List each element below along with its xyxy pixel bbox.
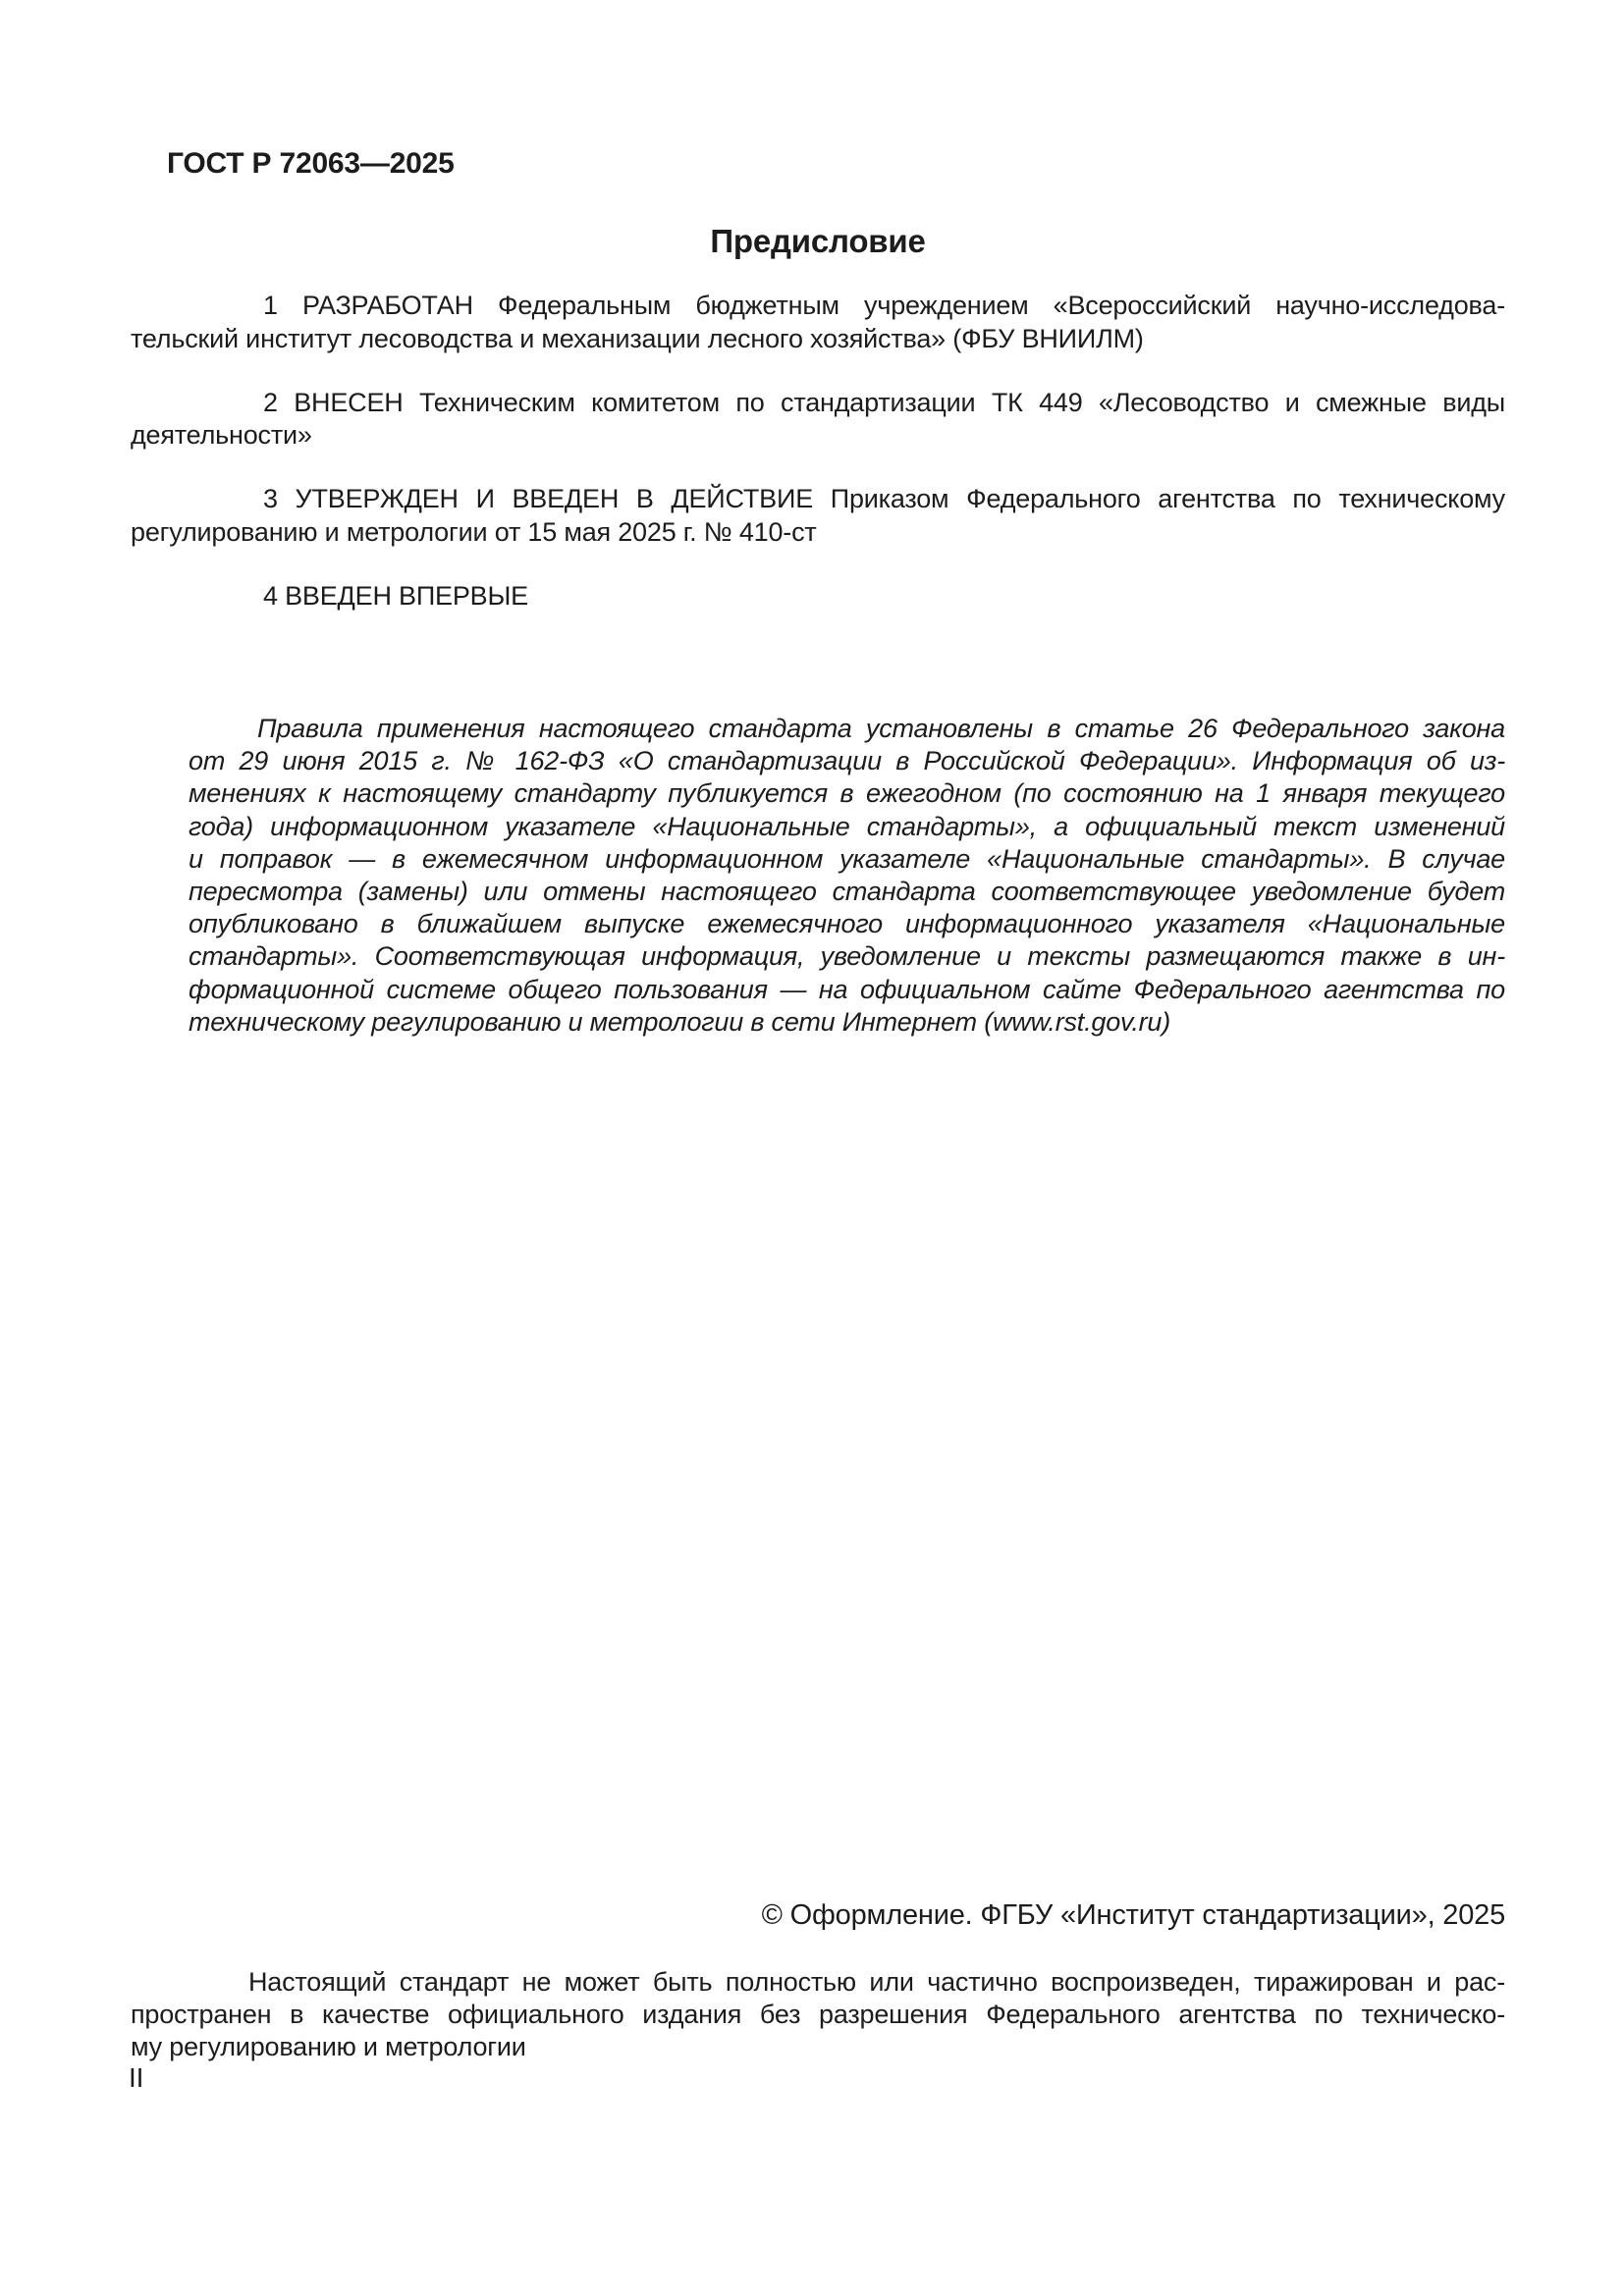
reproduction-restriction-notice — [131, 1966, 1505, 2063]
text-line: от 29 июня 2015 г. № 162-ФЗ «О стандартизации в Российской Федерации». Информация об из- — [189, 746, 1505, 776]
text-line: регулированию и метрологии от 15 мая 2025 г. № 410-ст — [131, 516, 817, 547]
section-title: Предисловие — [710, 223, 926, 259]
text-line: пересмотра (замены) или отмены настоящего стандарта соответствующее уведомление будет — [189, 876, 1505, 906]
text-line: Правила применения настоящего стандарта установлены в статье 26 Федерального закона — [257, 714, 1505, 743]
foreword-item-approved — [131, 483, 1505, 549]
text-line: техническому регулированию и метрологии в сети Интернет (www.rst.gov.ru) — [189, 1006, 1171, 1037]
foreword-item-submitted — [131, 387, 1505, 453]
text-line: деятельности» — [131, 420, 312, 450]
text-line: 4 ВВЕДЕН ВПЕРВЫЕ — [263, 580, 528, 611]
application-rules-notice — [189, 713, 1505, 1039]
page-number: II — [129, 2062, 144, 2093]
text-line: опубликовано в ближайшем выпуске ежемесячного информационного указателя «Национальные — [189, 909, 1505, 939]
copyright-line: © Оформление. ФГБУ «Институт стандартизации», 2025 — [761, 1899, 1505, 1931]
text-line: Настоящий стандарт не может быть полностью или частично воспроизведен, тиражирован и рас- — [248, 1967, 1505, 1997]
foreword-item-first-edition — [131, 580, 1505, 614]
foreword-item-developed — [131, 290, 1505, 355]
text-line: тельский институт лесоводства и механизации лесного хозяйства» (ФБУ ВНИИЛМ) — [131, 323, 1144, 353]
text-line: пространен в качестве официального издания без разрешения Федерального агентства по техническо- — [131, 2000, 1505, 2029]
text-line: формационной системе общего пользования — на официальном сайте Федерального агентства по — [189, 974, 1505, 1004]
text-line: 1 РАЗРАБОТАН Федеральным бюджетным учреждением «Всероссийский научно-исследова- — [263, 291, 1505, 320]
text-line: года) информационном указателе «Национальные стандарты», а официальный текст изменений — [189, 811, 1505, 841]
text-line: и поправок — в ежемесячном информационном указателе «Национальные стандарты». В случае — [189, 843, 1505, 874]
text-line: стандарты». Соответствующая информация, уведомление и тексты размещаются также в ин- — [189, 941, 1505, 972]
foreword-paragraphs — [131, 290, 1505, 644]
text-line: 3 УТВЕРЖДЕН И ВВЕДЕН В ДЕЙСТВИЕ Приказом Федерального агентства по техническому — [263, 484, 1505, 513]
text-line: му регулированию и метрологии — [131, 2032, 526, 2061]
text-line: 2 ВНЕСЕН Техническим комитетом по стандартизации ТК 449 «Лесоводство и смежные виды — [263, 387, 1505, 417]
standard-code: ГОСТ Р 72063—2025 — [167, 147, 455, 180]
text-line: менениях к настоящему стандарту публикуется в ежегодном (по состоянию на 1 января текущего — [189, 778, 1505, 809]
